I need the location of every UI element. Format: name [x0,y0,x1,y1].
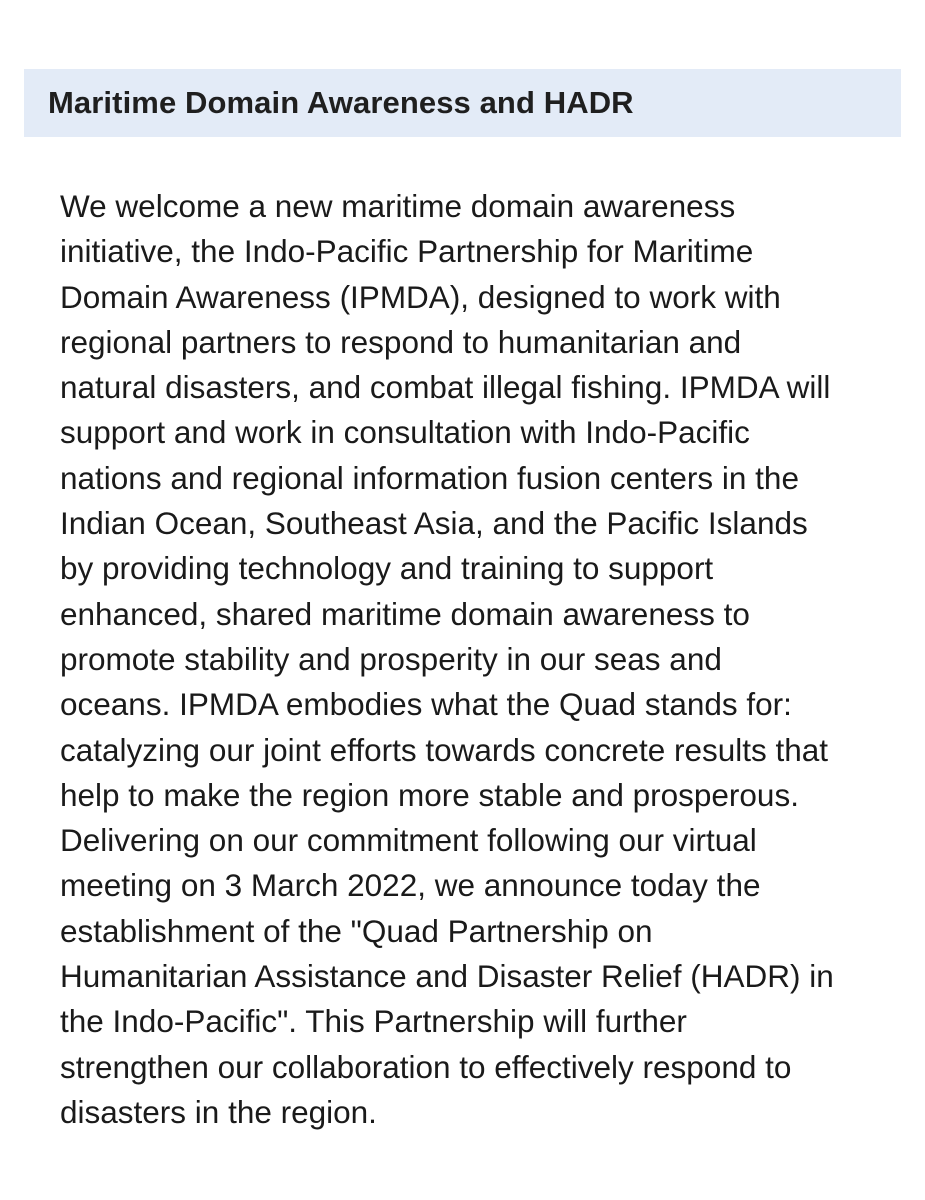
text-line: catalyzing our joint efforts towards concrete results that [60,731,829,768]
text-line: support and work in consultation with Indo-Pacific [60,414,750,451]
text-line: enhanced, shared maritime domain awareness to [60,595,750,632]
text-line: the Indo-Pacific". This Partnership will further [60,1003,687,1040]
text-line: oceans. IPMDA embodies what the Quad stands for: [60,686,792,723]
paragraph-hadr [24,818,904,1135]
text-line: disasters in the region. [60,1093,377,1130]
text-line: initiative, the Indo-Pacific Partnership for Maritime [60,233,754,270]
text-line: meeting on 3 March 2022, we announce today the [60,867,761,904]
text-line: promote stability and prosperity in our seas and [60,640,722,677]
text-line: Delivering on our commitment following our virtual [60,822,757,859]
text-line: regional partners to respond to humanitarian and [60,323,742,360]
text-line: establishment of the "Quad Partnership on [60,912,653,949]
document-body [24,184,904,1135]
paragraph-ipmda [24,184,904,818]
text-line: by providing technology and training to support [60,550,714,587]
text-line: We welcome a new maritime domain awareness [60,188,736,224]
text-line: natural disasters, and combat illegal fishing. IPMDA will [60,369,831,406]
section-header [24,69,901,137]
text-line: Domain Awareness (IPMDA), designed to work with [60,278,781,315]
text-line: Indian Ocean, Southeast Asia, and the Pacific Islands [60,505,808,542]
section-title: Maritime Domain Awareness and HADR [48,85,634,120]
text-line: Humanitarian Assistance and Disaster Relief (HADR) in [60,958,834,995]
text-line: nations and regional information fusion centers in the [60,459,799,496]
text-line: help to make the region more stable and prosperous. [60,776,799,813]
text-line: strengthen our collaboration to effectively respond to [60,1048,792,1085]
